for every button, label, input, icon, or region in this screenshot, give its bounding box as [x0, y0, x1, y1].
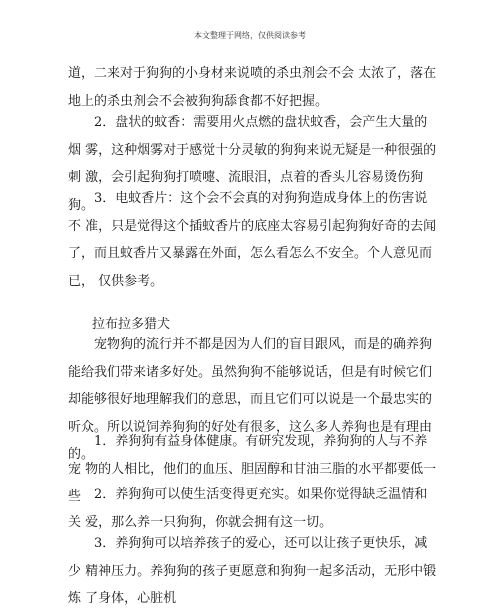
paragraph-benefit-children: 3．养狗狗可以培养孩子的爱心，还可以让孩子更快乐，减少 精神压力。养狗狗的孩子更愿意和狗狗一起多活动，无形中锻炼 了身体，心脏机 — [68, 536, 437, 607]
paragraph-benefit-life: 2．养狗狗可以使生活变得更充实。如果你觉得缺乏温情和关 爱，那么养一只狗狗，你就会拥有这一切。 — [68, 487, 428, 530]
paragraph-intro: 宠物狗的流行并不都是因为人们的盲目跟风，而是的确养狗 能给我们带来诸多好处。虽然狗狗不能够说话，但是有时候它们 却能够很好地理解我们的意思，而且它们可以说是一个最忠实的 听众。所以说饲养狗狗的好处有很多，这么多人养狗也是有理由 的。 — [68, 337, 433, 463]
paragraph-benefit-health: 1．养狗狗有益身体健康。有研究发现，养狗狗的人与不养宠 物的人相比，他们的血压、胆固醇和甘油三脂的水平都要低一些 — [68, 434, 437, 505]
page-header: 本文整理于网络，仅供阅读参考 — [194, 31, 306, 40]
paragraph-continuation: 道，二来对于狗狗的小身材来说喷的杀虫剂会不会 太浓了，落在地上的杀虫剂会不会被狗狗舔食都不好把握。 — [68, 66, 437, 109]
paragraph-electric-mosquito-mat: 3．电蚊香片：这个会不会真的对狗狗造成身体上的伤害说不 准，只是觉得这个插蚊香片的底座太容易引起狗狗好奇的去闻了，而且蚊香片又暴露在外面，怎么看怎么不安全。个人意见而已， 仅供参考。 — [68, 191, 437, 289]
paragraph-coil-incense: 2．盘状的蚊香：需要用火点燃的盘状蚊香，会产生大量的烟 雾，这种烟雾对于感觉十分灵敏的狗狗来说无疑是一种很强的刺 激，会引起狗狗打喷嚏、流眼泪，点着的香头儿容易烫伤狗狗。 — [68, 115, 437, 213]
section-heading: 拉布拉多猎犬 — [92, 317, 171, 332]
